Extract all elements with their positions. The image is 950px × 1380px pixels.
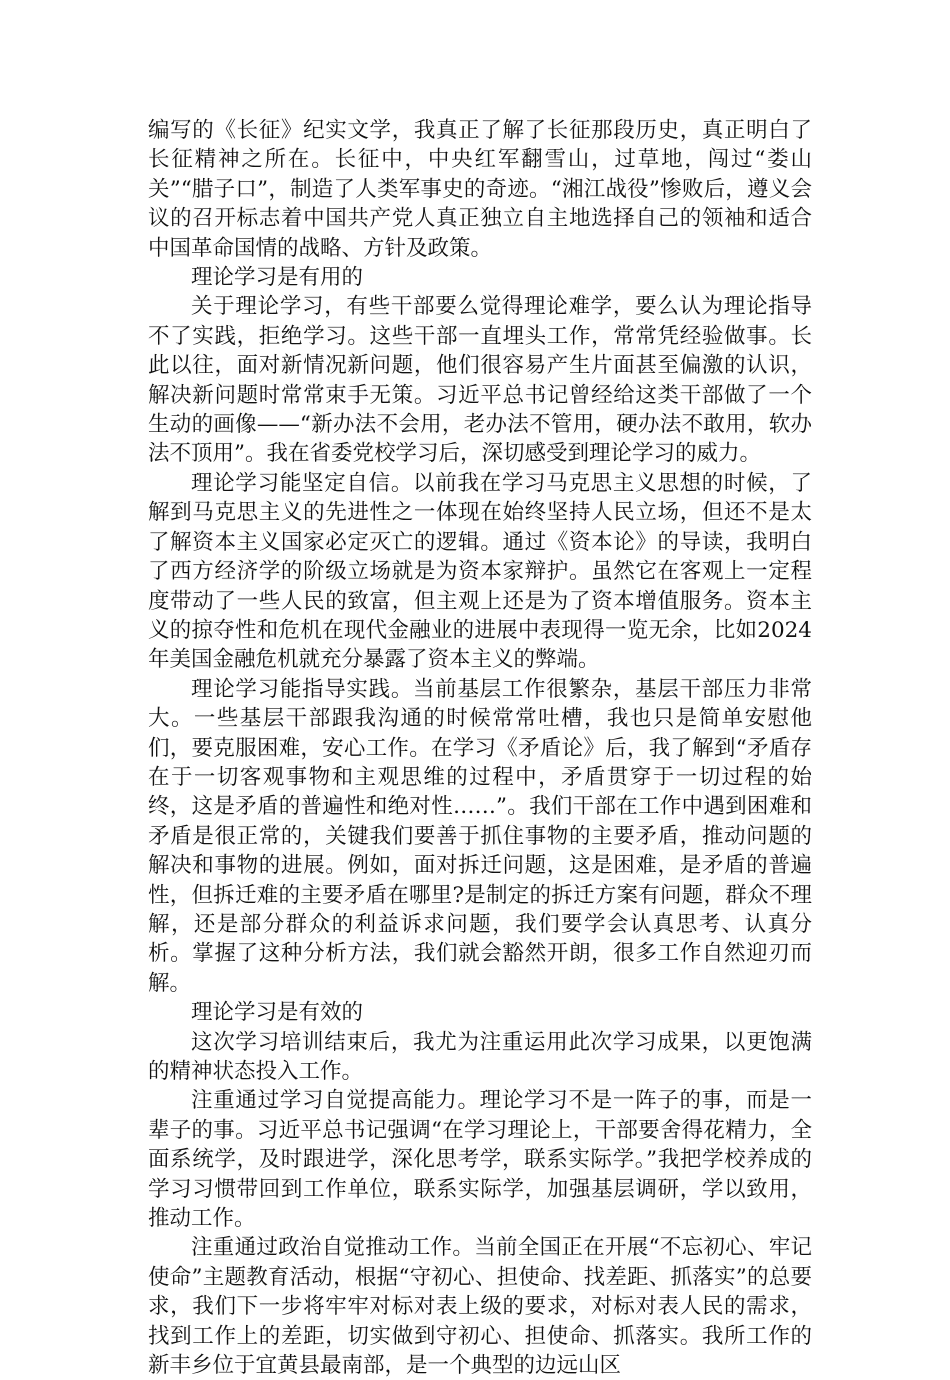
paragraph-after-training: 这次学习培训结束后，我尤为注重运用此次学习成果，以更饱满的精神状态投入工作。 xyxy=(148,1029,812,1084)
paragraph-confidence: 理论学习能坚定自信。以前我在学习马克思主义思想的时候，了解到马克思主义的先进性之一体现在始终坚持人民立场，但还不是太了解资本主义国家必定灭亡的逻辑。通过《资本论》的导读，我明白了西方经济学的阶级立场就是为资本家辩护。虽然它在客观上一定程度带动了一些人民的致富，但主观上还是为了资本增值服务。资本主义的掠夺性和危机在现代金融业的进展中表现得一览无余，比如2024年美国金融危机就充分暴露了资本主义的弊端。 xyxy=(148,470,812,673)
section-heading-useful: 理论学习是有用的 xyxy=(191,265,364,291)
paragraph-theory-guidance: 关于理论学习，有些干部要么觉得理论难学，要么认为理论指导不了实践，拒绝学习。这些干部一直埋头工作，常常凭经验做事。长此以往，面对新情况新问题，他们很容易产生片面甚至偏激的认识，解决新问题时常常束手无策。习近平总书记曾经给这类干部做了一个生动的画像——“新办法不会用，老办法不管用，硬办法不敢用，软办法不顶用”。我在省委党校学习后，深切感受到理论学习的威力。 xyxy=(148,294,812,467)
document-page xyxy=(148,116,812,1380)
section-heading-effective: 理论学习是有效的 xyxy=(191,1000,364,1026)
paragraph-promote-work: 注重通过政治自觉推动工作。当前全国正在开展“不忘初心、牢记使命”主题教育活动，根据“守初心、担使命、找差距、抓落实”的总要求，我们下一步将牢牢对标对表上级的要求，对标对表人民的需求，找到工作上的差距，切实做到守初心、担使命、抓落实。我所工作的新丰乡位于宜黄县最南部，是一个典型的边远山区 xyxy=(148,1235,812,1379)
paragraph-long-march: 编写的《长征》纪实文学，我真正了解了长征那段历史，真正明白了长征精神之所在。长征中，中央红军翻雪山，过草地，闯过“娄山关”“腊子口”，制造了人类军事史的奇迹。“湘江战役”惨败后，遵义会议的召开标志着中国共产党人真正独立自主地选择自己的领袖和适合中国革命国情的战略、方针及政策。 xyxy=(148,118,812,261)
paragraph-improve-ability: 注重通过学习自觉提高能力。理论学习不是一阵子的事，而是一辈子的事。习近平总书记强调“在学习理论上，干部要舍得花精力，全面系统学，及时跟进学，深化思考学，联系实际学。”我把学校养成的学习习惯带回到工作单位，联系实际学，加强基层调研，学以致用，推动工作。 xyxy=(148,1088,812,1232)
paragraph-practice: 理论学习能指导实践。当前基层工作很繁杂，基层干部压力非常大。一些基层干部跟我沟通的时候常常吐槽，我也只是简单安慰他们，要克服困难，安心工作。在学习《矛盾论》后，我了解到“矛盾存在于一切客观事物和主观思维的过程中，矛盾贯穿于一切过程的始终，这是矛盾的普遍性和绝对性……”。我们干部在工作中遇到困难和矛盾是很正常的，关键我们要善于抓住事物的主要矛盾，推动问题的解决和事物的进展。例如，面对拆迁问题，这是困难，是矛盾的普遍性，但拆迁难的主要矛盾在哪里?是制定的拆迁方案有问题，群众不理解，还是部分群众的利益诉求问题，我们要学会认真思考、认真分析。掌握了这种分析方法，我们就会豁然开朗，很多工作自然迎刃而解。 xyxy=(148,676,812,996)
